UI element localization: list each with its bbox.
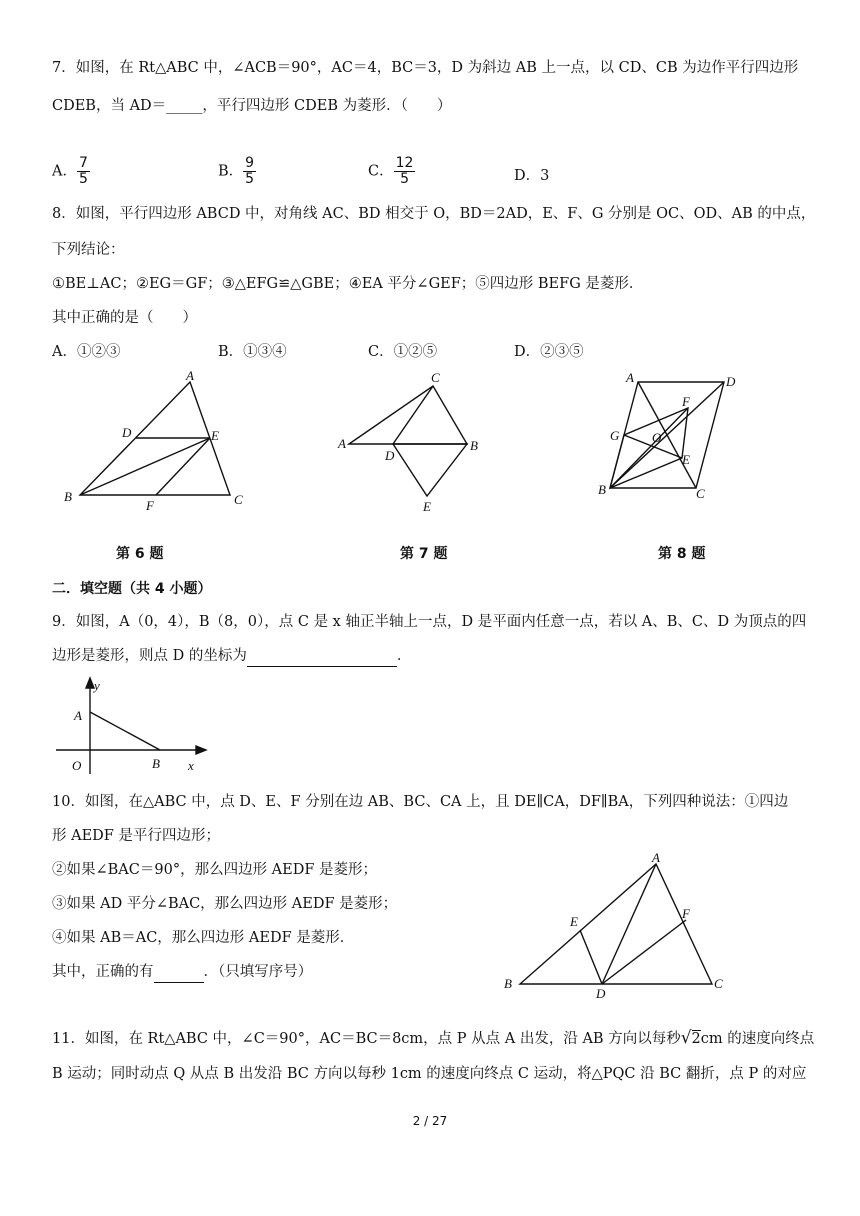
q10-line6: 其中，正确的有 ．（只填写序号） xyxy=(52,962,312,983)
q10-label-b: B xyxy=(504,976,512,991)
figure-6 xyxy=(60,370,260,515)
fig8-label-b: B xyxy=(598,482,606,497)
fig7-label-d: D xyxy=(385,448,395,463)
q9-x-arrow xyxy=(196,746,206,754)
q9-answer-blank[interactable] xyxy=(247,646,397,667)
fig8-segment-bf xyxy=(610,408,688,488)
q8-line4: 其中正确的是（ ） xyxy=(52,310,197,326)
fig8-diagonal-bd xyxy=(610,382,724,488)
fig8-label-o: O xyxy=(652,430,662,445)
fig8-label-g: G xyxy=(610,428,620,443)
figure-8-caption: 第 8 题 xyxy=(658,546,706,562)
q10-line1: 10．如图，在△ABC 中，点 D、E、F 分别在边 AB、BC、CA 上，且 DE∥CA，DF∥BA，下列四种说法：①四边 xyxy=(52,794,789,810)
fig8-label-f: F xyxy=(682,394,690,409)
q7-option-b: B． $\frac{9}{5}$ xyxy=(218,155,255,187)
q10-label-e: E xyxy=(570,914,578,929)
q11-line1: 11．如图，在 Rt△ABC 中，∠C＝90°，AC＝BC＝8cm，点 P 从点 A 出发，沿 AB 方向以每秒√2cm 的速度向终点 xyxy=(52,1028,815,1048)
fig7-triangle-dbe xyxy=(393,444,467,496)
q8-option-d: D．②③⑤ xyxy=(514,344,584,360)
q9-figure xyxy=(52,676,212,776)
q9-label-o: O xyxy=(72,758,82,773)
q10-line3: ②如果∠BAC＝90°，那么四边形 AEDF 是菱形； xyxy=(52,862,378,878)
figure-7-caption: 第 7 题 xyxy=(400,546,448,562)
q8-option-a: A．①②③ xyxy=(52,344,121,360)
fig7-label-b: B xyxy=(470,438,478,453)
q7-option-c: C． $\frac{12}{5}$ xyxy=(368,155,414,187)
fig6-label-c: C xyxy=(234,492,243,507)
q8-line3: ①BE⊥AC；②EG＝GF；③△EFG≌△GBE；④EA 平分∠GEF；⑤四边形 BEFG 是菱形． xyxy=(52,276,644,292)
q10-label-c: C xyxy=(714,976,723,991)
fig6-segment-fe xyxy=(156,438,210,495)
q10-segment-ad xyxy=(602,864,656,984)
q7-line1: 7．如图，在 Rt△ABC 中，∠ACB＝90°，AC＝4，BC＝3，D 为斜边 AB 上一点，以 CD、CB 为边作平行四边形 xyxy=(52,60,799,76)
q10-triangle-abc xyxy=(520,864,712,984)
q9-line2: 边形是菱形，则点 D 的坐标为 ． xyxy=(52,646,411,667)
q9-segment-ab xyxy=(90,712,160,750)
fig8-label-d: D xyxy=(726,374,736,389)
q10-line4: ③如果 AD 平分∠BAC，那么四边形 AEDF 是菱形； xyxy=(52,896,398,912)
q10-segment-ed xyxy=(580,930,602,984)
fig8-label-c: C xyxy=(696,486,705,501)
q7-option-d: D．3 xyxy=(514,168,550,184)
fig8-label-a: A xyxy=(626,370,634,385)
fig7-triangle-acb xyxy=(349,386,467,444)
q10-segment-fd xyxy=(602,920,686,984)
q10-label-d: D xyxy=(596,986,606,1000)
q10-answer-blank[interactable] xyxy=(154,962,204,983)
q9-label-a: A xyxy=(74,708,82,723)
q9-y-arrow xyxy=(86,678,94,688)
q10-line2: 形 AEDF 是平行四边形； xyxy=(52,828,220,844)
q10-line5: ④如果 AB＝AC，那么四边形 AEDF 是菱形． xyxy=(52,930,355,946)
q8-option-b: B．①③④ xyxy=(218,344,287,360)
fig7-label-e: E xyxy=(423,499,431,514)
q10-label-f: F xyxy=(682,906,690,921)
q8-line2: 下列结论： xyxy=(52,242,125,258)
q10-figure xyxy=(500,848,740,1000)
fig6-label-b: B xyxy=(64,489,72,504)
q8-option-c: C．①②⑤ xyxy=(368,344,438,360)
q9-label-b: B xyxy=(152,756,160,771)
fig6-segment-be xyxy=(80,438,210,495)
section-heading: 二．填空题（共 4 小题） xyxy=(52,581,212,597)
page-number: 2 / 27 xyxy=(412,1114,448,1128)
q9-label-y: y xyxy=(94,678,100,693)
fig6-label-a: A xyxy=(186,370,194,383)
figure-6-caption: 第 6 题 xyxy=(116,546,164,562)
figure-7 xyxy=(335,372,495,517)
q9-line1: 9．如图，A（0，4），B（8，0），点 C 是 x 轴正半轴上一点，D 是平面内任意一点，若以 A、B、C、D 为顶点的四 xyxy=(52,614,807,630)
q11-line2: B 运动；同时动点 Q 从点 B 出发沿 BC 方向以每秒 1cm 的速度向终点 C 运动，将△PQC 沿 BC 翻折，点 P 的对应 xyxy=(52,1066,807,1082)
fig8-label-e: E xyxy=(682,452,690,467)
fig6-label-d: D xyxy=(122,425,132,440)
q9-label-x: x xyxy=(188,758,194,773)
fig7-label-c: C xyxy=(431,372,440,385)
fig7-segment-dc xyxy=(393,386,433,444)
fig6-label-e: E xyxy=(211,428,219,443)
figure-8 xyxy=(594,370,754,505)
q7-line2: CDEB，当 AD＝_____，平行四边形 CDEB 为菱形．（ ） xyxy=(52,98,452,114)
q10-label-a: A xyxy=(652,850,660,865)
q7-option-a: A． $\frac{7}{5}$ xyxy=(52,155,88,187)
fig7-label-a: A xyxy=(338,436,346,451)
fig6-label-f: F xyxy=(146,498,154,513)
q8-line1: 8．如图，平行四边形 ABCD 中，对角线 AC、BD 相交于 O，BD＝2AD，E、F、G 分别是 OC、OD、AB 的中点， xyxy=(52,206,816,222)
